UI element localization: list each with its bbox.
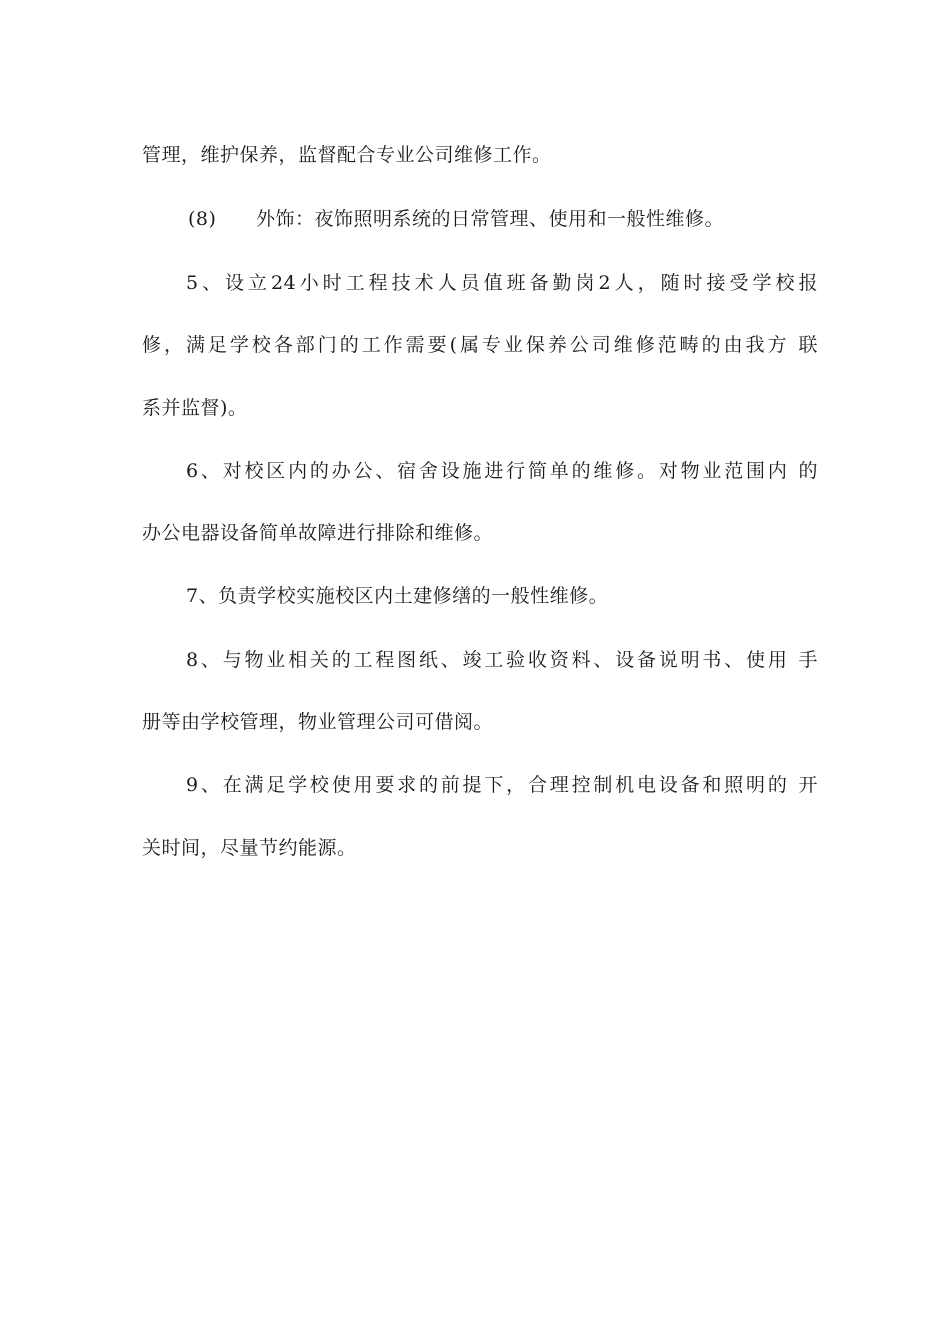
- paragraph-line: 8、与物业相关的工程图纸、竣工验收资料、设备说明书、使用 手: [186, 649, 818, 671]
- list-item-number: (8): [188, 208, 217, 230]
- paragraph-line: 6、对校区内的办公、宿舍设施进行简单的维修。对物业范围内 的: [186, 460, 818, 482]
- paragraph-line: 系并监督)。: [142, 397, 248, 419]
- paragraph-line: 7、负责学校实施校区内土建修缮的一般性维修。: [186, 585, 609, 607]
- paragraph-line: 修，满足学校各部门的工作需要(属专业保养公司维修范畴的由我方 联: [142, 334, 818, 356]
- paragraph-line: 办公电器设备简单故障进行排除和维修。: [142, 522, 494, 544]
- list-item-text: 外饰：夜饰照明系统的日常管理、使用和一般性维修。: [256, 208, 725, 230]
- paragraph-line: 册等由学校管理，物业管理公司可借阅。: [142, 711, 494, 733]
- paragraph-line: 关时间，尽量节约能源。: [142, 837, 357, 859]
- list-item-8: [188, 207, 864, 231]
- paragraph-line: 5、设立24小时工程技术人员值班备勤岗2人，随时接受学校报: [186, 272, 818, 294]
- paragraph-line: 9、在满足学校使用要求的前提下，合理控制机电设备和照明的 开: [186, 774, 818, 796]
- paragraph-line: 管理，维护保养，监督配合专业公司维修工作。: [142, 144, 552, 166]
